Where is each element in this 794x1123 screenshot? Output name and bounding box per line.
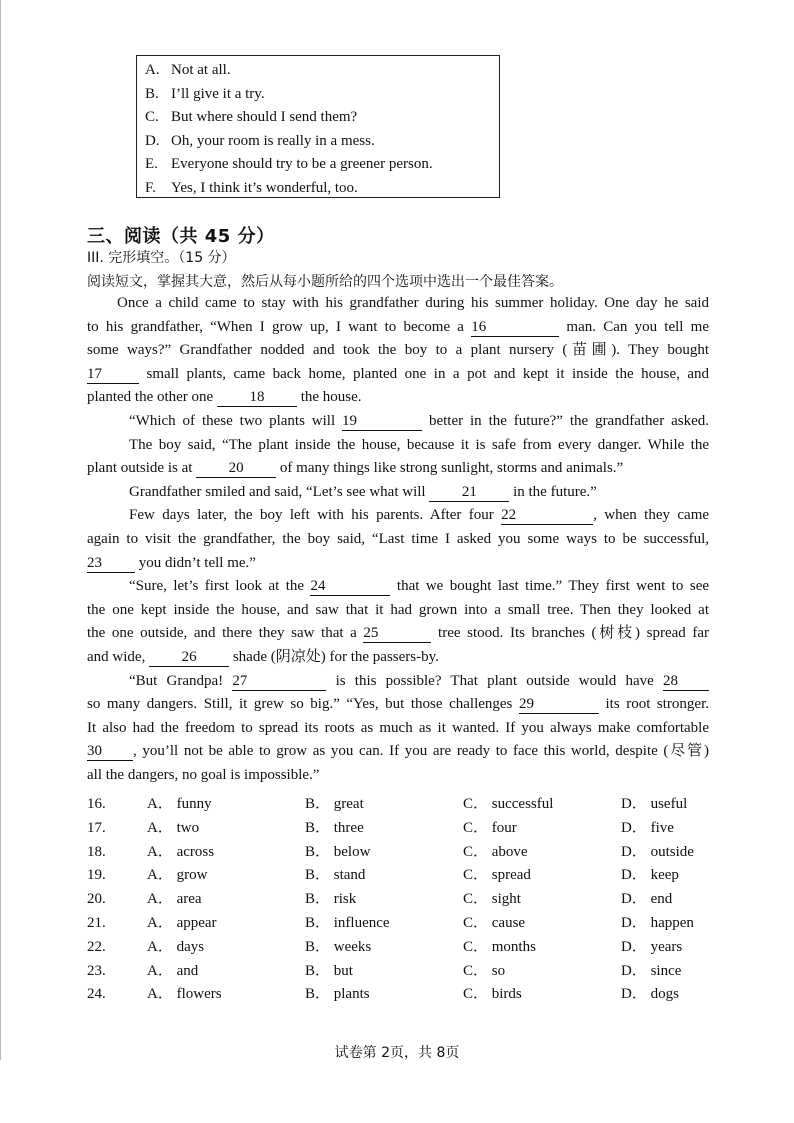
page-edge-rule <box>0 0 1 1060</box>
passage-line: It also had the freedom to spread its roots as much as it wanted. If you always make comfortable <box>87 719 709 736</box>
question-16: 16. A． funny B． great C． successful D． useful <box>87 796 688 812</box>
blank-26: 26 <box>149 649 229 667</box>
passage-line: “But Grandpa! 27 is this possible? That plant outside would have 28 <box>87 670 709 694</box>
blank-18: 18 <box>217 389 297 407</box>
option-a: A. Not at all. <box>145 62 231 78</box>
blank-17: 17 <box>87 366 139 384</box>
answer-options <box>87 793 721 1007</box>
passage-line: Few days later, the boy left with his parents. After four 22 , when they came <box>129 507 710 524</box>
passage-line: Once a child came to stay with his grandfather during his summer holiday. One day he said <box>117 295 709 311</box>
passage-line: and wide, 26 shade (阴凉处) for the passers-by. <box>87 648 439 665</box>
passage-line: 23 you didn’t tell me.” <box>87 554 256 571</box>
blank-23: 23 <box>87 555 135 573</box>
question-18: 18. A． across B． below C． above D． outside <box>87 843 694 860</box>
passage-line: 17 small plants, came back home, planted one in a pot and kept it inside the house, and <box>87 365 709 382</box>
section-instruction: 阅读短文，掌握其大意，然后从每小题所给的四个选项中选出一个最佳答案。 <box>87 274 563 290</box>
passage-line: plant outside is at 20 of many things like strong sunlight, storms and animals.” <box>87 460 624 477</box>
blank-24: 24 <box>310 578 390 596</box>
passage-line: The boy said, “The plant inside the house, because it is safe from every danger. While the <box>129 436 709 453</box>
passage-line: “Sure, let’s first look at the 24 that we bought last time.” They first went to see <box>129 578 710 595</box>
dialogue-options-box <box>136 55 500 198</box>
page-footer: 试卷第 2页，共 8页 <box>334 1045 460 1061</box>
passage-line: 30 , you’ll not be able to grow as you can. If you are ready to face this world, despite (尽管) <box>87 743 709 760</box>
passage-line: Grandfather smiled and said, “Let’s see what will 21 in the future.” <box>129 483 597 500</box>
passage-line: “Which of these two plants will 19 better in the future?” the grandfather asked. <box>129 412 709 429</box>
blank-16: 16 <box>471 319 559 337</box>
passage-line: planted the other one 18 the house. <box>87 389 362 406</box>
option-c: C. But where should I send them? <box>145 109 358 126</box>
passage-line: the one kept inside the house, and saw that it had grown into a small tree. Then they looked at <box>87 601 709 618</box>
passage-line: the one outside, and there they saw that a 25 tree stood. Its branches (树枝) spread far <box>87 625 710 642</box>
option-e: E. Everyone should try to be a greener person. <box>145 156 433 173</box>
passage-line: all the dangers, no goal is impossible.” <box>87 766 320 783</box>
blank-29: 29 <box>519 696 599 714</box>
blank-27: 27 <box>232 673 326 691</box>
question-24: 24. A． flowers B． plants C． birds D． dogs <box>87 986 679 1003</box>
passage-line: to his grandfather, “When I grow up, I want to become a 16 man. Can you tell me <box>87 318 709 335</box>
blank-20: 20 <box>196 460 276 478</box>
passage-line: so many dangers. Still, it grew so big.” “Yes, but those challenges 29 its root stronger. <box>87 696 709 713</box>
blank-22: 22 <box>501 507 593 525</box>
cloze-passage <box>87 292 709 787</box>
option-f: F. Yes, I think it’s wonderful, too. <box>145 179 358 196</box>
blank-21: 21 <box>429 484 509 502</box>
passage-line: some ways?” Grandfather nodded and took the boy to a plant nursery (苗圃). They bought <box>87 342 709 359</box>
question-23: 23. A． and B． but C． so D． since <box>87 962 682 979</box>
question-19: 19. A． grow B． stand C． spread D． keep <box>87 867 679 884</box>
passage-line: again to visit the grandfather, the boy said, “Last time I asked you some ways to be successful, <box>87 530 709 547</box>
blank-25: 25 <box>363 625 431 643</box>
question-22: 22. A． days B． weeks C． months D． years <box>87 938 683 955</box>
blank-28: 28 <box>663 673 709 691</box>
section-subtitle: III. 完形填空。（15 分） <box>87 250 236 266</box>
option-d: D. Oh, your room is really in a mess. <box>145 132 375 149</box>
section-title: 三、阅读（共 45 分） <box>87 226 275 247</box>
blank-30: 30 <box>87 743 133 761</box>
question-17: 17. A． two B． three C． four D． five <box>87 819 674 836</box>
question-21: 21. A． appear B． influence C． cause D． happen <box>87 914 694 931</box>
blank-19: 19 <box>342 413 422 431</box>
question-20: 20. A． area B． risk C． sight D． end <box>87 891 673 908</box>
option-b: B. I’ll give it a try. <box>145 85 265 102</box>
